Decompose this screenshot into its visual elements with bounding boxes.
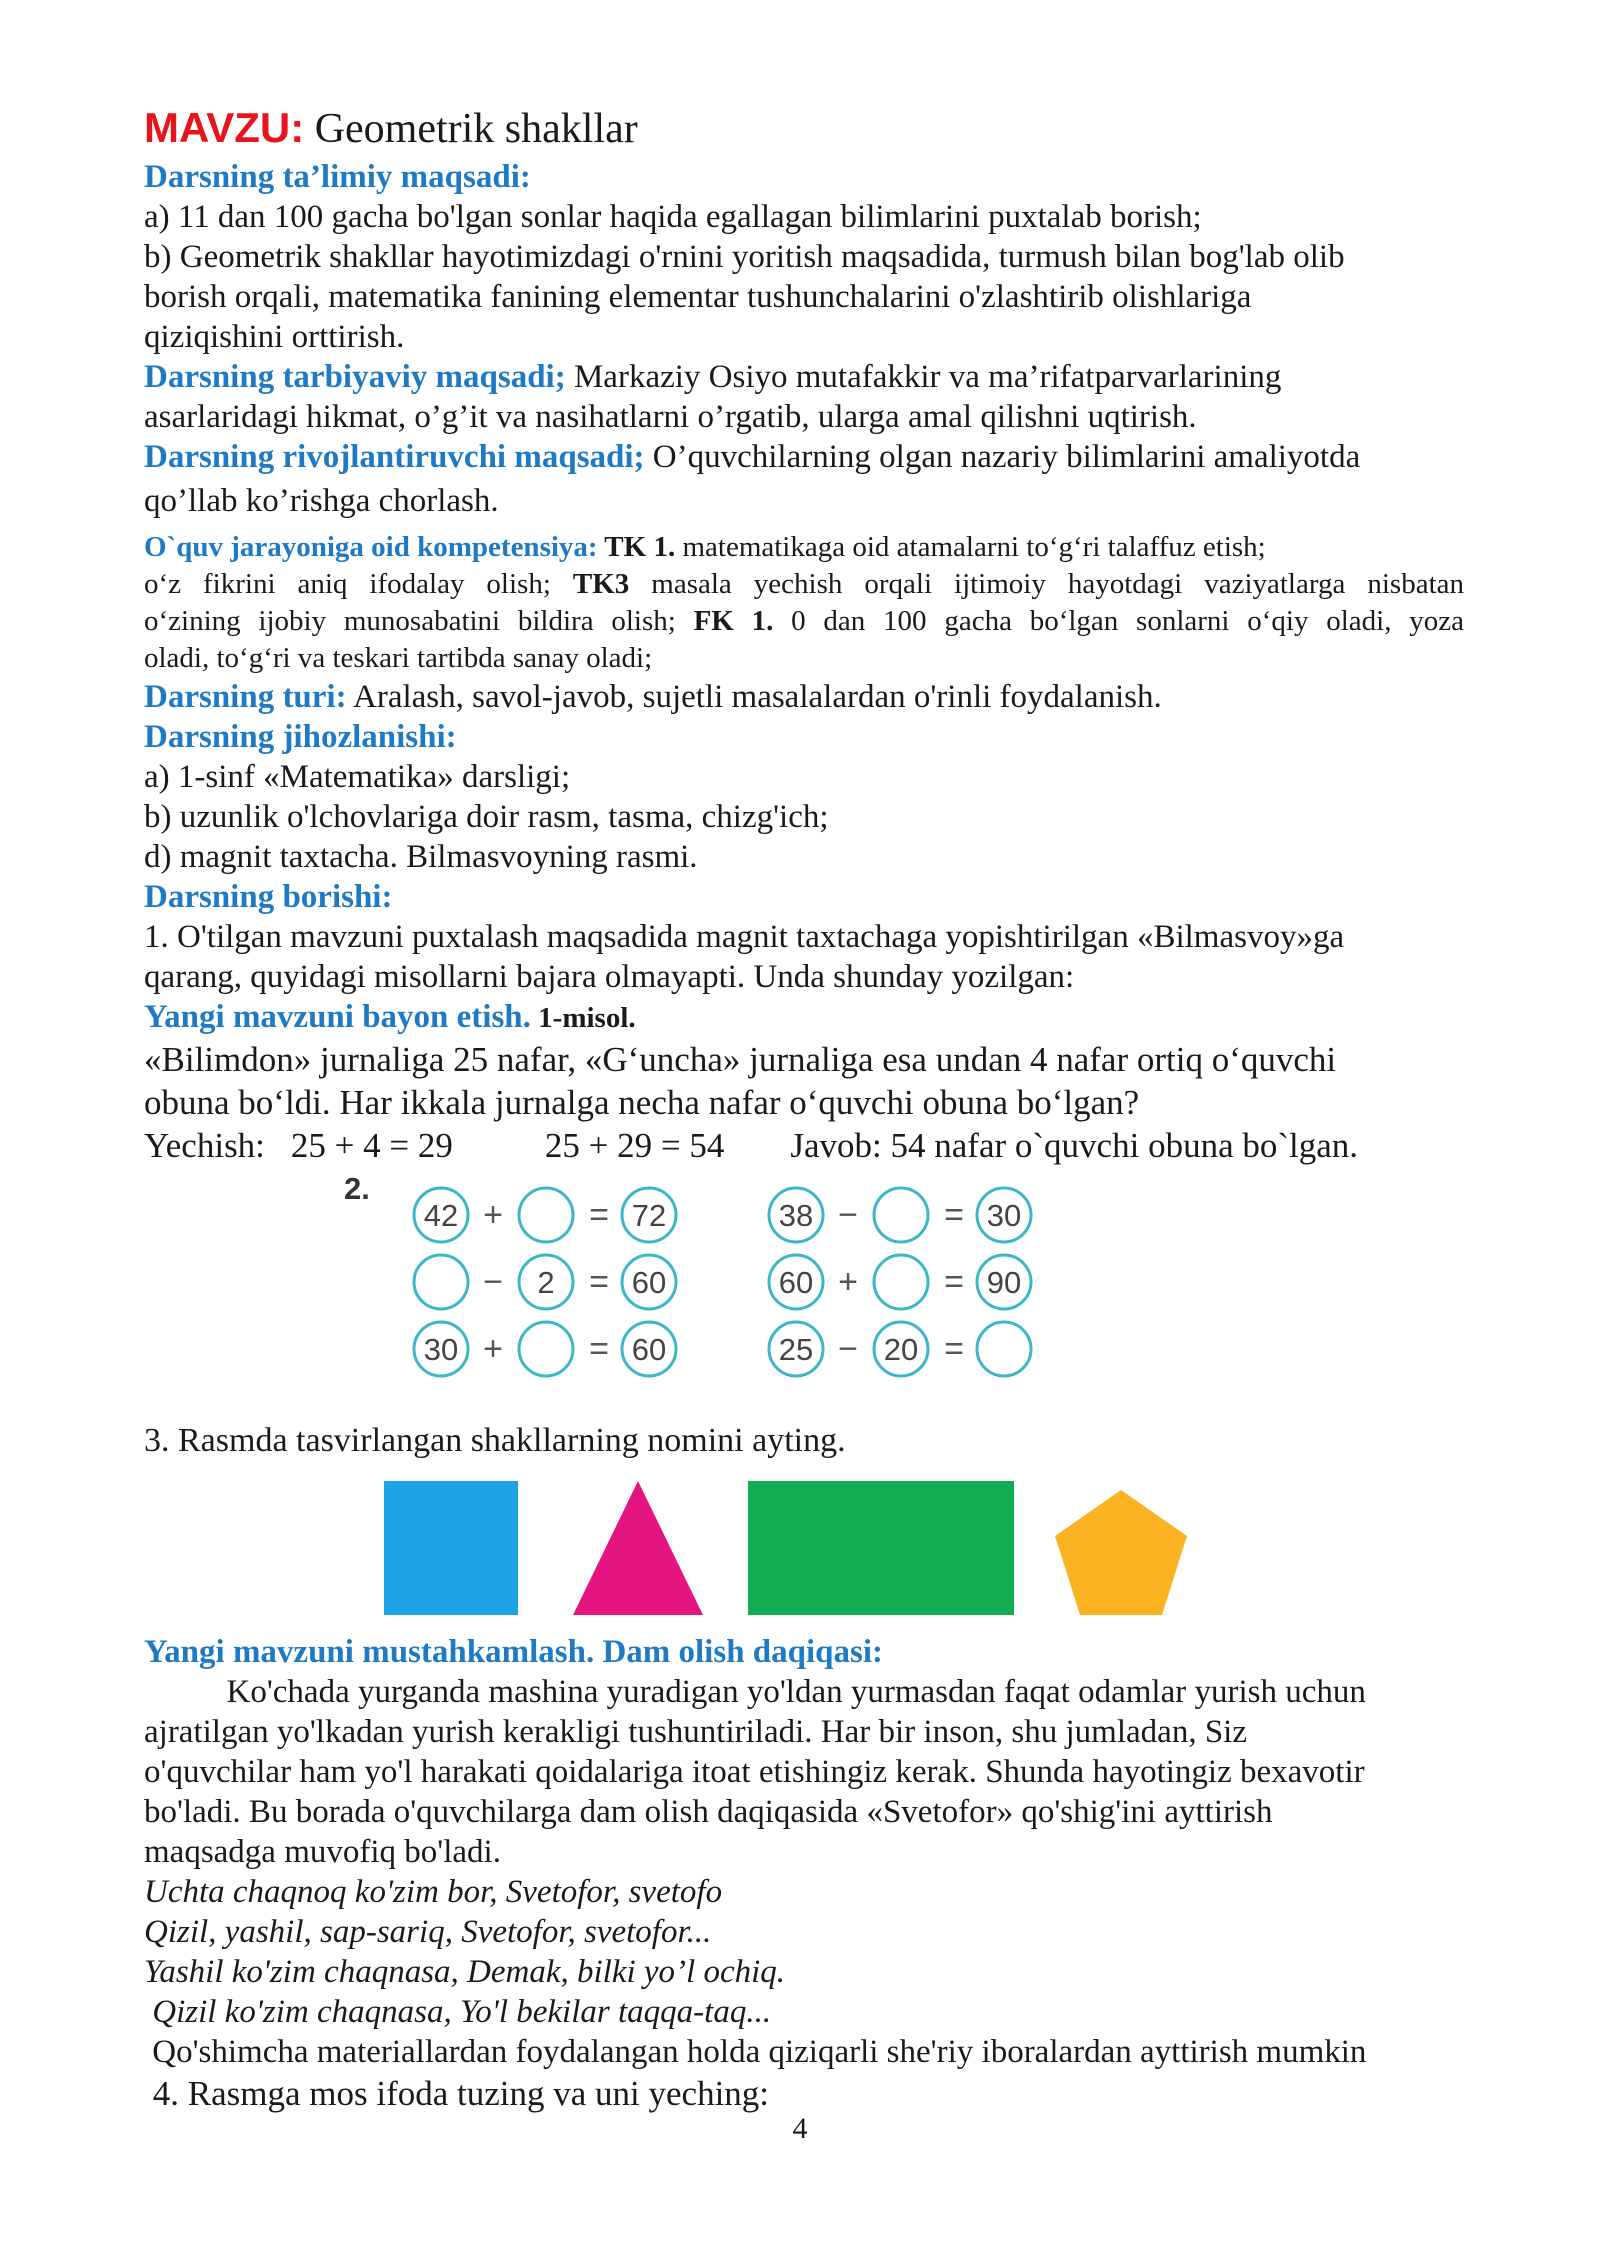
dev-goal-heading: Darsning rivojlantiruvchi maqsadi; [144, 439, 645, 475]
puzzle-blank-circle [977, 1322, 1031, 1376]
competency-line3b: 0 dan 100 gacha bo‘lgan sonlarni o‘qiy oladi, yoza [773, 605, 1464, 637]
consolidation-heading: Yangi mavzuni mustahkamlash. Dam olish daqiqasi: [144, 1634, 884, 1670]
competency-line4: oladi, to‘g‘ri va teskari tartibda sanay oladi; [144, 642, 653, 674]
extra-materials: Qo'shimcha materiallardan foydalangan holda qiziqarli she'riy iboralardan ayttirish mumkin [144, 2034, 1367, 2070]
puzzle-operator: = [589, 1263, 609, 1301]
consolidation-p4: bo'ladi. Bu borada o'quvchilarga dam olish daqiqasida «Svetofor» qo'shig'ini ayttirish [144, 1794, 1273, 1830]
number-puzzle-svg [144, 1171, 1464, 1419]
edu-goal-b-line1: b) Geometrik shakllar hayotimizdagi o'rnini yoritish maqsadida, turmush bilan bog'lab olib [144, 239, 1345, 275]
equipment-b: b) uzunlik o'lchovlariga doir rasm, tasma, chizg'ich; [144, 799, 829, 835]
solution-step1: 25 + 4 = 29 [290, 1126, 453, 1165]
solution-step2: 25 + 29 = 54 [544, 1126, 725, 1165]
solution-line [144, 1124, 1464, 1167]
competency-line3 [144, 603, 1464, 640]
competency-block [144, 529, 1464, 677]
procedure-heading: Darsning borishi: [144, 879, 393, 915]
puzzle-operator: + [483, 1196, 503, 1234]
procedure-p1-line2: qarang, quyidagi misollarni bajara olmayapti. Unda shunday yozilgan: [144, 959, 1075, 995]
solution-answer: Javob: 54 nafar o`quvchi obuna bo`lgan. [790, 1126, 1359, 1165]
equipment-a: a) 1-sinf «Matematika» darsligi; [144, 759, 571, 795]
competency-line1-rest: matematikaga oid atamalarni to‘g‘ri talaffuz etish; [675, 531, 1266, 563]
page-title [144, 100, 1464, 157]
poem-line3: Yashil ko'zim chaqnasa, Demak, bilki yo’l ochiq. [144, 1954, 786, 1990]
lesson-type-text: Aralash, savol-javob, sujetli masalalardan o'rinli foydalanish. [346, 679, 1162, 715]
document-page [144, 100, 1464, 2115]
page-number: 4 [792, 2112, 808, 2145]
puzzle-operator: = [589, 1330, 609, 1368]
problem-line2: obuna bo‘ldi. Har ikkala jurnalga necha nafar o‘quvchi obuna bo‘lgan? [144, 1083, 1140, 1122]
puzzle-number-text: 72 [631, 1198, 667, 1233]
puzzle-operator: = [944, 1263, 964, 1301]
puzzle-blank-circle [414, 1255, 468, 1309]
puzzle-number-text: 90 [986, 1265, 1022, 1300]
competency-line1 [144, 529, 1464, 566]
new-topic-line [144, 997, 1464, 1038]
shapes-svg [144, 1468, 1464, 1618]
dev-goal-text2: qo’llab ko’rishga chorlash. [144, 483, 499, 519]
blue-square [384, 1481, 518, 1615]
edu-goal-a: a) 11 dan 100 gacha bo'lgan sonlar haqida egallagan bilimlarini puxtalab borish; [144, 199, 1202, 235]
competency-tk3: TK3 [572, 568, 630, 600]
consolidation-p1: Ko'chada yurganda mashina yuradigan yo'ldan yurmasdan faqat odamlar yurish uchun [144, 1674, 1366, 1710]
puzzle-blank-circle [874, 1188, 928, 1242]
dev-goal-text1: O’quvchilarning olgan nazariy bilimlarini amaliyotda [644, 439, 1361, 475]
competency-line3a: o‘zining ijobiy munosabatini bildira olish; [144, 605, 694, 637]
upbringing-goal-text2: asarlaridagi hikmat, o’g’it va nasihatlarni o’rgatib, ularga amal qilishni uqtirish. [144, 399, 1197, 435]
puzzle-number-text: 20 [883, 1332, 919, 1367]
puzzle-blank-circle [874, 1255, 928, 1309]
example-label: 1-misol. [530, 1002, 636, 1034]
puzzle-operator: − [838, 1196, 858, 1234]
problem-line1: «Bilimdon» jurnaliga 25 nafar, «G‘uncha» jurnaliga esa undan 4 nafar ortiq o‘quvchi [144, 1040, 1337, 1079]
puzzle-number-text: 2 [537, 1265, 555, 1300]
edu-goal-heading: Darsning ta’limiy maqsadi: [144, 159, 531, 195]
poem-line4: Qizil ko'zim chaqnasa, Yo'l bekilar taqqa-taq... [144, 1994, 772, 2030]
puzzle-number-text: 30 [423, 1332, 459, 1367]
puzzle-number-text: 38 [778, 1198, 814, 1233]
competency-heading: O`quv jarayoniga oid kompetensiya: [144, 531, 598, 563]
lesson-type-heading: Darsning turi: [144, 679, 347, 715]
puzzle-number-text: 42 [423, 1198, 459, 1233]
puzzle-operator: − [483, 1263, 503, 1301]
puzzle-blank-circle [519, 1188, 573, 1242]
lesson-type [144, 677, 1464, 717]
consolidation-p3: o'quvchilar ham yo'l harakati qoidalariga itoat etishingiz kerak. Shunda hayotingiz bexavotir [144, 1754, 1365, 1790]
poem-line2: Qizil, yashil, sap-sariq, Svetofor, svetofor... [144, 1914, 712, 1950]
green-rectangle [748, 1481, 1014, 1615]
puzzle-number-text: 60 [778, 1265, 814, 1300]
puzzle-number: 2. [344, 1171, 370, 1206]
competency-tk1: TK 1. [597, 531, 676, 563]
competency-line2a: o‘z fikrini aniq ifodalay olish; [144, 568, 573, 600]
puzzle-operator: = [589, 1196, 609, 1234]
puzzle-operator: + [838, 1263, 858, 1301]
competency-fk1: FK 1. [693, 605, 774, 637]
puzzle-operator: = [944, 1196, 964, 1234]
upbringing-goal [144, 357, 1464, 397]
equipment-d: d) magnit taxtacha. Bilmasvoyning rasmi. [144, 839, 698, 875]
dev-goal [144, 437, 1464, 477]
competency-line2b: masala yechish orqali ijtimoiy hayotdagi vaziyatlarga nisbatan [629, 568, 1465, 600]
competency-line2 [144, 566, 1464, 603]
solution-label: Yechish: [144, 1126, 265, 1165]
task3-text: 3. Rasmda tasvirlangan shakllarning nomini ayting. [144, 1422, 846, 1459]
puzzle-operator: + [483, 1330, 503, 1368]
puzzle-number-text: 25 [778, 1332, 814, 1367]
number-puzzle [144, 1171, 1464, 1419]
pink-triangle [573, 1481, 703, 1615]
puzzle-operator: − [838, 1330, 858, 1368]
edu-goal-b-line3: qiziqishini orttirish. [144, 319, 405, 355]
puzzle-operator: = [944, 1330, 964, 1368]
procedure-p1-line1: 1. O'tilgan mavzuni puxtalash maqsadida magnit taxtachaga yopishtirilgan «Bilmasvoy»ga [144, 919, 1345, 955]
puzzle-number-text: 60 [631, 1265, 667, 1300]
upbringing-goal-text1: Markaziy Osiyo mutafakkir va ma’rifatparvarlarining [565, 359, 1282, 395]
puzzle-number-text: 60 [631, 1332, 667, 1367]
task4-text: 4. Rasmga mos ifoda tuzing va uni yeching: [144, 2074, 770, 2113]
edu-goal-b-line2: borish orqali, matematika fanining elementar tushunchalarini o'zlashtirib olishlariga [144, 279, 1252, 315]
puzzle-blank-circle [519, 1322, 573, 1376]
new-topic-heading: Yangi mavzuni bayon etish. [144, 999, 531, 1035]
yellow-pentagon [1055, 1490, 1187, 1615]
puzzle-number-text: 30 [986, 1198, 1022, 1233]
shapes-figure [144, 1468, 1464, 1618]
consolidation-p5: maqsadga muvofiq bo'ladi. [144, 1834, 501, 1870]
upbringing-goal-heading: Darsning tarbiyaviy maqsadi; [144, 359, 566, 395]
topic-text: Geometrik shakllar [304, 106, 638, 152]
poem-line1: Uchta chaqnoq ko'zim bor, Svetofor, svetofo [144, 1874, 723, 1910]
consolidation-p2: ajratilgan yo'lkadan yurish kerakligi tushuntiriladi. Har bir inson, shu jumladan, Siz [144, 1714, 1247, 1750]
topic-label: MAVZU: [144, 104, 305, 151]
equipment-heading: Darsning jihozlanishi: [144, 719, 457, 755]
